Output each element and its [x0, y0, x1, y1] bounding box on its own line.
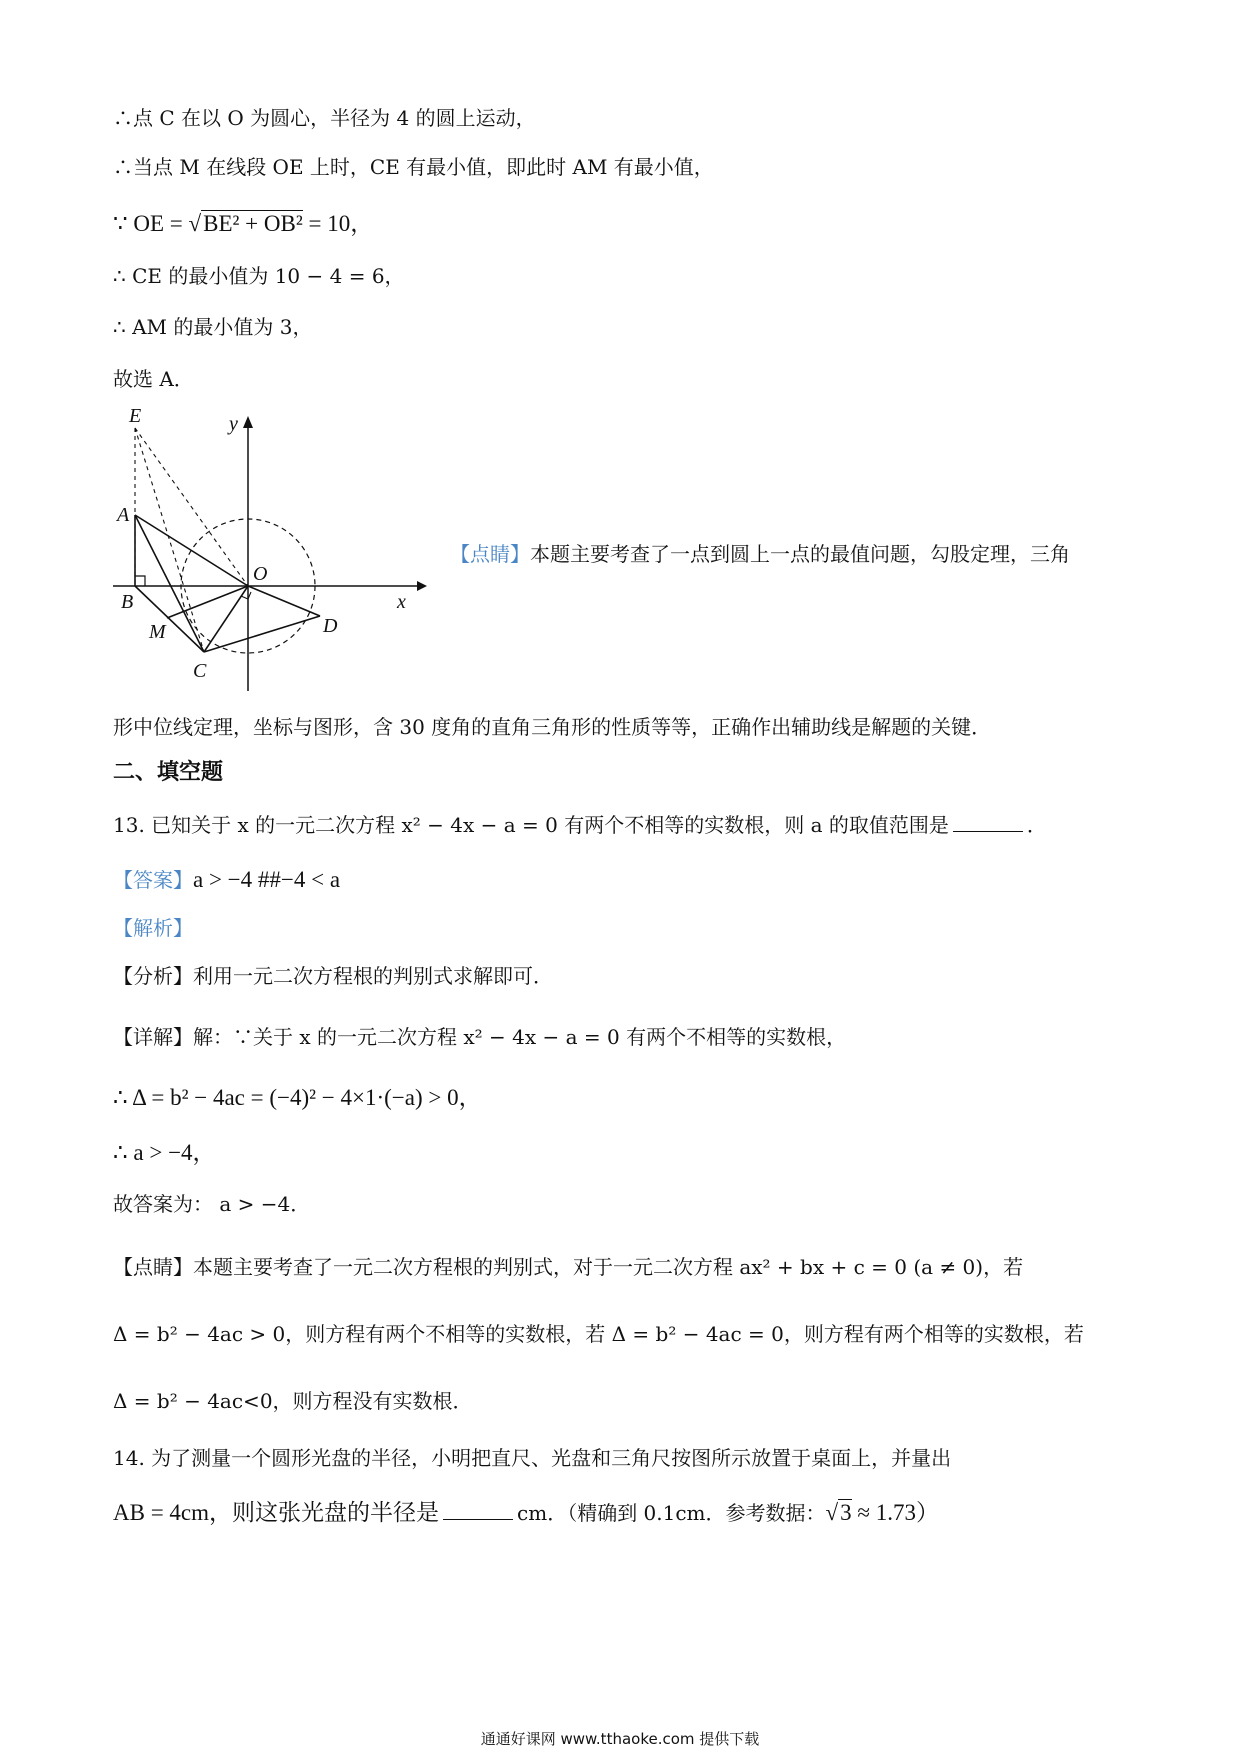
- segment-AO: [135, 515, 248, 586]
- label-O: O: [253, 563, 268, 585]
- q13-comment-label: 【点睛】: [113, 1255, 193, 1279]
- sqrt-sign: √: [188, 211, 202, 236]
- label-C: C: [193, 660, 207, 682]
- label-x: x: [397, 591, 406, 613]
- q13-comment-line-2: Δ = b² − 4ac > 0，则方程有两个不相等的实数根，若 Δ = b² − 4ac = 0，则方程有两个相等的实数根，若: [113, 1322, 1084, 1346]
- segment-OD: [248, 586, 320, 616]
- q13-xiangjie-label: 【详解】: [113, 1025, 193, 1049]
- q14-line-1: 14. 为了测量一个圆形光盘的半径，小明把直尺、光盘和三角尺按图所示放置于桌面上，并量出: [113, 1446, 952, 1470]
- label-M: M: [149, 621, 166, 643]
- q13-answer-label: 【答案】: [113, 868, 193, 892]
- q13-comment-1: 本题主要考查了一元二次方程根的判别式，对于一元二次方程 ax² + bx + c = 0 (a ≠ 0)，若: [193, 1255, 1024, 1279]
- q14-line-2: [113, 1499, 939, 1527]
- q14-answer-blank: [443, 1501, 513, 1520]
- q13-comment-line-1: [113, 1253, 1023, 1281]
- x-axis-arrow: [417, 581, 427, 591]
- q13-question-end: ．: [1026, 813, 1047, 837]
- solution-line-4: ∴ CE 的最小值为 10 − 4 = 6，: [113, 264, 405, 288]
- q13-xiangjie: 解：∵关于 x 的一元二次方程 x² − 4x − a = 0 有两个不相等的实数根，: [193, 1025, 847, 1049]
- q14-sqrt-sign: √: [825, 1500, 839, 1525]
- segment-CD: [204, 616, 320, 652]
- comment12-label: 【点睛】: [450, 542, 530, 566]
- q13-fenxi-line: [113, 962, 553, 990]
- geometry-figure: [105, 408, 435, 698]
- solution-line-5: ∴ AM 的最小值为 3，: [113, 315, 313, 339]
- oe-prefix: ∵ OE =: [113, 211, 189, 236]
- q13-analysis-label: [113, 914, 193, 942]
- label-y: y: [229, 413, 238, 435]
- y-axis-arrow: [243, 416, 253, 428]
- label-B: B: [121, 591, 134, 613]
- label-E: E: [129, 408, 142, 427]
- solution-line-1: ∴点 C 在以 O 为圆心，半径为 4 的圆上运动，: [113, 106, 536, 130]
- q14-sqrt-radicand: 3: [840, 1500, 852, 1525]
- right-angle-B: [135, 576, 145, 586]
- segment-BC: [135, 586, 204, 652]
- q13-xiangjie-line: [113, 1023, 846, 1051]
- dashed-line-EO: [135, 428, 248, 586]
- q13-answer-line: [113, 866, 340, 894]
- solution-line-6: 故选 A．: [113, 367, 194, 391]
- q13-answer: a > −4 ##−4 < a: [193, 867, 341, 892]
- q13-step-1: ∴ Δ = b² − 4ac = (−4)² − 4×1·(−a) > 0，: [113, 1085, 482, 1110]
- q13-comment-line-3: Δ = b² − 4ac<0，则方程没有实数根．: [113, 1389, 473, 1413]
- q13-question-text: 13. 已知关于 x 的一元二次方程 x² − 4x − a = 0 有两个不相等的实数根，则 a 的取值范围是: [113, 813, 949, 837]
- sqrt-radicand: BE² + OB²: [203, 211, 303, 236]
- q13-analysis: 【解析】: [113, 916, 193, 940]
- comment12-line-a: [450, 540, 1070, 568]
- label-D: D: [323, 615, 338, 637]
- oe-suffix: = 10，: [302, 211, 374, 236]
- solution-line-3: [113, 210, 373, 238]
- q13-fenxi: 利用一元二次方程根的判别式求解即可．: [193, 964, 553, 988]
- q13-question: [113, 811, 1047, 839]
- comment12-text-a: 本题主要考查了一点到圆上一点的最值问题，勾股定理，三角: [530, 542, 1070, 566]
- solution-line-2: ∴当点 M 在线段 OE 上时，CE 有最小值，即此时 AM 有最小值，: [113, 155, 714, 179]
- label-A: A: [117, 504, 130, 526]
- q13-step-3: 故答案为： a > −4．: [113, 1192, 311, 1216]
- q13-fenxi-label: 【分析】: [113, 964, 193, 988]
- q14-line2-prefix: AB = 4cm，则这张光盘的半径是: [113, 1500, 440, 1525]
- q14-line2-suffix: ≈ 1.73）: [851, 1500, 940, 1525]
- q13-answer-blank: [953, 813, 1023, 832]
- section-title: 二、填空题: [113, 760, 224, 785]
- q13-step-2: ∴ a > −4，: [113, 1140, 216, 1165]
- footer: 通通好课网 www.tthaoke.com 提供下载: [480, 1730, 760, 1748]
- q14-line2-unit: cm．（精确到 0.1cm．参考数据：: [517, 1501, 826, 1525]
- comment12-line-b: 形中位线定理，坐标与图形，含 30 度角的直角三角形的性质等等，正确作出辅助线是解题的关键．: [113, 715, 992, 739]
